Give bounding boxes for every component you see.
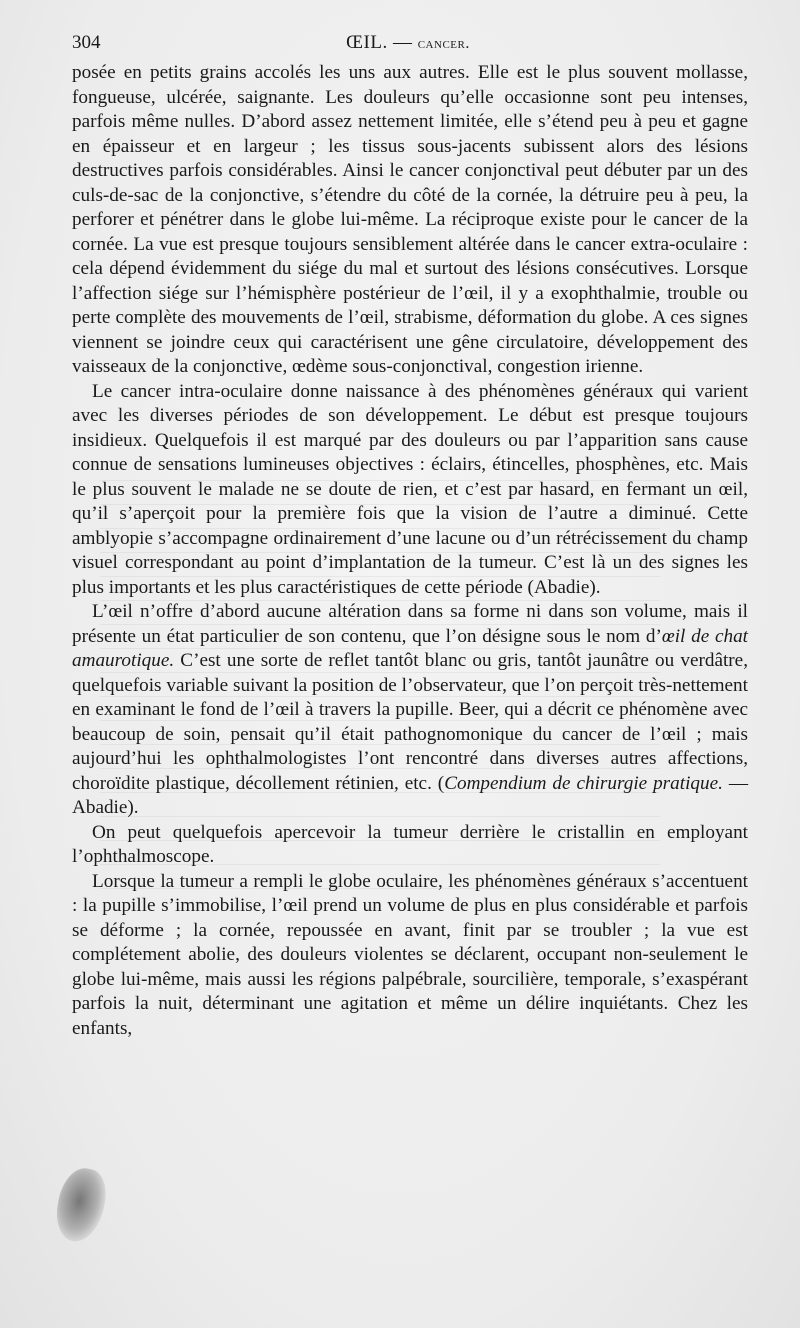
- paragraph-5: Lorsque la tumeur a rempli le globe oculaire, les phénomènes généraux s’accentuent : la pupille s’immobilise, l’œil prend un volume de plus en plus considérable et parfois se déforme ; la cornée, repoussée en avant, finit par se troubler ; la vue est complétement abolie, des douleurs violentes se déclarent, occupant non-seulement le globe lui-même, mais aussi les régions palpébrale, sourcilière, temporale, s’exaspérant parfois la nuit, déterminant une agitation et même un délire inquiétants. Chez les enfants,: [72, 870, 748, 1039]
- page-header: [72, 32, 744, 58]
- running-head-topic: cancer.: [417, 35, 470, 52]
- paragraph-1: posée en petits grains accolés les uns aux autres. Elle est le plus souvent mollasse, fongueuse, ulcérée, saignante. Les douleurs qu’elle occasionne sont peu intenses, parfois même nulles. D’abord assez nettement limitée, elle s’étend peu à peu et gagne en épaisseur et en largeur ; les tissus sous-jacents subissent alors des lésions destructives parfois considérables. Ainsi le cancer conjonctival peut débuter par un des culs-de-sac de la conjonctive, s’étendre du côté de la cornée, la détruire peu à peu, la perforer et pénétrer dans le globe lui-même. La réciproque existe pour le cancer de la cornée. La vue est presque toujours sensiblement altérée dans le cancer extra-oculaire : cela dépend évidemment du siége du mal et surtout des lésions consécutives. Lorsque l’affection siége sur l’hémisphère postérieur de l’œil, il y a exophthalmie, trouble ou perte complète des mouvements de l’œil, strabisme, déformation du globe. A ces signes viennent se joindre ceux qui caractérisent une gêne circulatoire, développement des vaisseaux de la conjonctive, œdème sous-conjonctival, congestion irienne.: [72, 62, 748, 377]
- paragraph-3-text-b: C’est une sorte de reflet tantôt blanc ou gris, tantôt jaunâtre ou verdâtre, quelquefois variable suivant la position de l’observateur, que l’on perçoit très-nettement en examinant le fond de l’œil à travers la pupille. Beer, qui a décrit ce phénomène avec beaucoup de soin, pensait qu’il était pathognomonique du cancer de l’œil ; mais aujourd’hui les ophthalmologistes l’ont rencontré dans diverses autres affections, choroïdite plastique, décollement rétinien, etc. (: [72, 650, 748, 794]
- paragraph-3-text-c: — Abadie).: [72, 772, 749, 818]
- paragraph-3: [72, 600, 748, 821]
- paragraph-3-italic-citation: Compendium de chirurgie pratique.: [444, 772, 723, 794]
- paragraph-3-text-a: L’œil n’offre d’abord aucune altération dans sa forme ni dans son volume, mais il présente un état particulier de son contenu, que l’on désigne sous le nom d’: [72, 601, 748, 647]
- paragraph-2: Le cancer intra-oculaire donne naissance à des phénomènes généraux qui varient avec les diverses périodes de son développement. Le début est presque toujours insidieux. Quelquefois il est marqué par des douleurs ou par l’apparition sans cause connue de sensations lumineuses objectives : éclairs, étincelles, phosphènes, etc. Mais le plus souvent le malade ne se doute de rien, et c’est par hasard, en fermant un œil, qu’il s’aperçoit pour la première fois que la vision de l’autre a diminué. Cette amblyopie s’accompagne ordinairement d’une lacune ou d’un rétrécissement du champ visuel correspondant au point d’implantation de la tumeur. C’est là un des signes les plus importants et les plus caractéristiques de cette période (Abadie).: [72, 380, 748, 598]
- page-number: 304: [72, 32, 101, 53]
- paragraph-4: On peut quelquefois apercevoir la tumeur derrière le cristallin en employant l’ophthalmoscope.: [72, 821, 748, 867]
- paragraph-3-italic-term: œil de chat amaurotique.: [72, 625, 748, 671]
- running-head: [72, 32, 744, 54]
- ink-stain: [51, 1164, 111, 1246]
- running-head-dash: —: [392, 32, 413, 53]
- body-text: [72, 61, 748, 1041]
- running-head-word: ŒIL.: [346, 32, 388, 53]
